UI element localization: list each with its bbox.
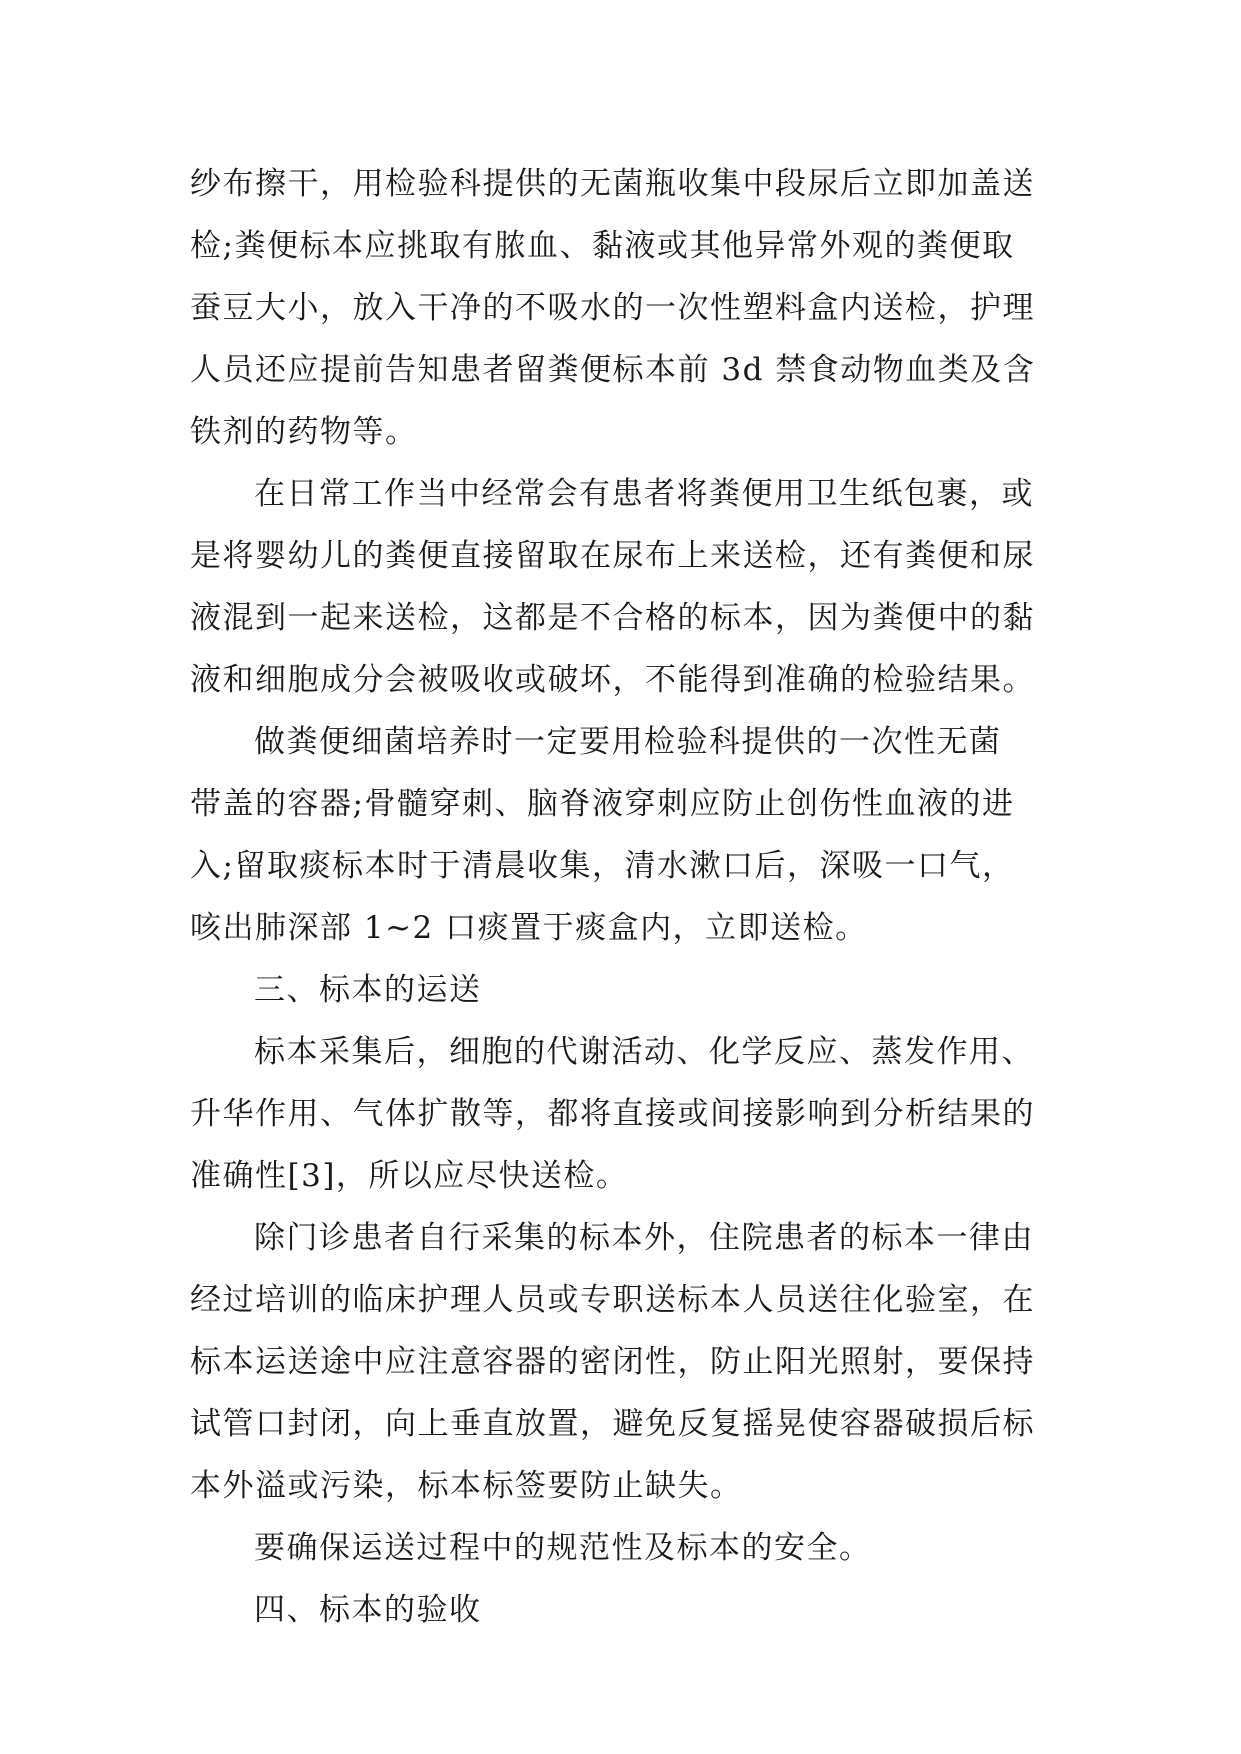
section-heading: 四、标本的验收 [254,1592,482,1628]
body-text-line: 是将婴幼儿的粪便直接留取在尿布上来送检，还有粪便和尿 [190,538,1035,574]
body-text-line: 经过培训的临床护理人员或专职送标本人员送往化验室，在 [190,1282,1035,1318]
body-text-line: 蚕豆大小，放入干净的不吸水的一次性塑料盒内送检，护理 [190,290,1035,326]
body-text-line: 人员还应提前告知患者留粪便标本前 3d 禁食动物血类及含 [190,352,1036,388]
paragraph-first-line: 标本采集后，细胞的代谢活动、化学反应、蒸发作用、 [254,1034,1034,1070]
body-text-line: 试管口封闭，向上垂直放置，避免反复摇晃使容器破损后标 [190,1406,1035,1442]
body-text-line: 本外溢或污染，标本标签要防止缺失。 [190,1468,743,1504]
body-text-line: 铁剂的药物等。 [190,414,418,450]
body-text-line: 咳出肺深部 1~2 口痰置于痰盒内，立即送检。 [190,910,868,946]
body-text-line: 带盖的容器;骨髓穿刺、脑脊液穿刺应防止创伤性血液的进 [190,786,1015,822]
body-text-line: 准确性[3]，所以应尽快送检。 [190,1158,629,1194]
section-heading: 三、标本的运送 [254,972,482,1008]
paragraph-first-line: 在日常工作当中经常会有患者将粪便用卫生纸包裹，或 [254,476,1034,512]
paragraph-first-line: 做粪便细菌培养时一定要用检验科提供的一次性无菌 [254,724,1002,760]
paragraph-first-line: 要确保运送过程中的规范性及标本的安全。 [254,1530,872,1566]
paragraph-first-line: 除门诊患者自行采集的标本外，住院患者的标本一律由 [254,1220,1034,1256]
body-text-line: 纱布擦干，用检验科提供的无菌瓶收集中段尿后立即加盖送 [190,166,1035,202]
body-text-line: 升华作用、气体扩散等，都将直接或间接影响到分析结果的 [190,1096,1035,1132]
body-text-line: 入;留取痰标本时于清晨收集，清水漱口后，深吸一口气， [190,848,1015,884]
body-text-line: 标本运送途中应注意容器的密闭性，防止阳光照射，要保持 [190,1344,1035,1380]
body-text-line: 液和细胞成分会被吸收或破坏，不能得到准确的检验结果。 [190,662,1035,698]
body-text-line: 液混到一起来送检，这都是不合格的标本，因为粪便中的黏 [190,600,1035,636]
body-text-line: 检;粪便标本应挑取有脓血、黏液或其他异常外观的粪便取 [190,228,1015,264]
